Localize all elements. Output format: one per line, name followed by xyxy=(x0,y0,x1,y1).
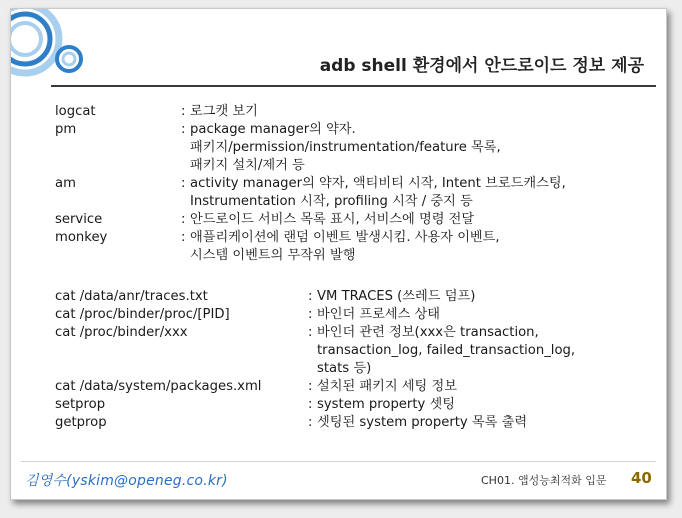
slide-content xyxy=(55,103,645,432)
command-name: cat /data/anr/traces.txt xyxy=(55,289,208,304)
colon-separator: : xyxy=(308,289,313,304)
command-description: 셋팅된 system property 목록 출력 xyxy=(317,415,528,430)
command-row xyxy=(55,306,645,324)
command-description: 패키지 설치/제거 등 xyxy=(190,158,305,173)
command-row xyxy=(55,396,645,414)
command-description: package manager의 약자. xyxy=(190,122,356,137)
command-row xyxy=(55,414,645,432)
command-name: pm xyxy=(55,122,77,137)
footer-divider xyxy=(21,461,656,462)
command-name: service xyxy=(55,212,103,227)
colon-separator: : xyxy=(181,122,186,137)
command-description: 안드로이드 서비스 목록 표시, 서비스에 명령 전달 xyxy=(190,212,475,227)
colon-separator: : xyxy=(308,307,313,322)
command-row xyxy=(55,324,645,378)
slide xyxy=(10,8,667,500)
colon-separator: : xyxy=(308,415,313,430)
command-description: 설치된 패키지 세팅 정보 xyxy=(317,379,457,394)
command-name: cat /proc/binder/xxx xyxy=(55,325,188,340)
chapter-label: CH01. 앱성능최적화 입문 xyxy=(481,474,607,487)
command-row xyxy=(55,229,645,265)
command-description: 바인더 관련 정보(xxx은 transaction, xyxy=(317,325,539,340)
author-signature: 김영수(yskim@openeg.co.kr) xyxy=(25,473,228,489)
command-row xyxy=(55,175,645,211)
command-row xyxy=(55,103,645,121)
title-divider xyxy=(51,85,656,87)
command-name: logcat xyxy=(55,104,96,119)
command-row xyxy=(55,378,645,396)
system-files-list xyxy=(55,288,645,432)
command-name: am xyxy=(55,176,76,191)
command-description: transaction_log, failed_transaction_log, xyxy=(317,343,576,358)
command-row xyxy=(55,211,645,229)
command-row xyxy=(55,288,645,306)
command-name: getprop xyxy=(55,415,107,430)
command-name: cat /proc/binder/proc/[PID] xyxy=(55,307,230,322)
command-description: Instrumentation 시작, profiling 시작 / 중지 등 xyxy=(190,194,473,209)
command-description: 패키지/permission/instrumentation/feature 목록, xyxy=(190,140,501,155)
slide-title: adb shell 환경에서 안드로이드 정보 제공 xyxy=(319,56,644,76)
command-name: setprop xyxy=(55,397,106,412)
colon-separator: : xyxy=(308,325,313,340)
command-name: monkey xyxy=(55,230,108,245)
command-row xyxy=(55,121,645,175)
command-description: 시스템 이벤트의 무작위 발행 xyxy=(190,248,356,263)
command-description: stats 등) xyxy=(317,361,372,376)
command-description: activity manager의 약자, 액티비티 시작, Intent 브로드캐스팅, xyxy=(190,176,566,191)
command-description: VM TRACES (쓰레드 덤프) xyxy=(317,289,476,304)
shell-commands-list xyxy=(55,103,645,265)
colon-separator: : xyxy=(181,176,186,191)
colon-separator: : xyxy=(308,379,313,394)
command-description: 로그캣 보기 xyxy=(190,104,258,119)
command-description: system property 셋팅 xyxy=(317,397,455,412)
colon-separator: : xyxy=(181,230,186,245)
page-number: 40 xyxy=(631,469,652,487)
command-description: 애플리케이션에 랜덤 이벤트 발생시킴. 사용자 이벤트, xyxy=(190,230,500,245)
colon-separator: : xyxy=(308,397,313,412)
colon-separator: : xyxy=(181,104,186,119)
command-description: 바인더 프로세스 상태 xyxy=(317,307,441,322)
colon-separator: : xyxy=(181,212,186,227)
command-name: cat /data/system/packages.xml xyxy=(55,379,262,394)
